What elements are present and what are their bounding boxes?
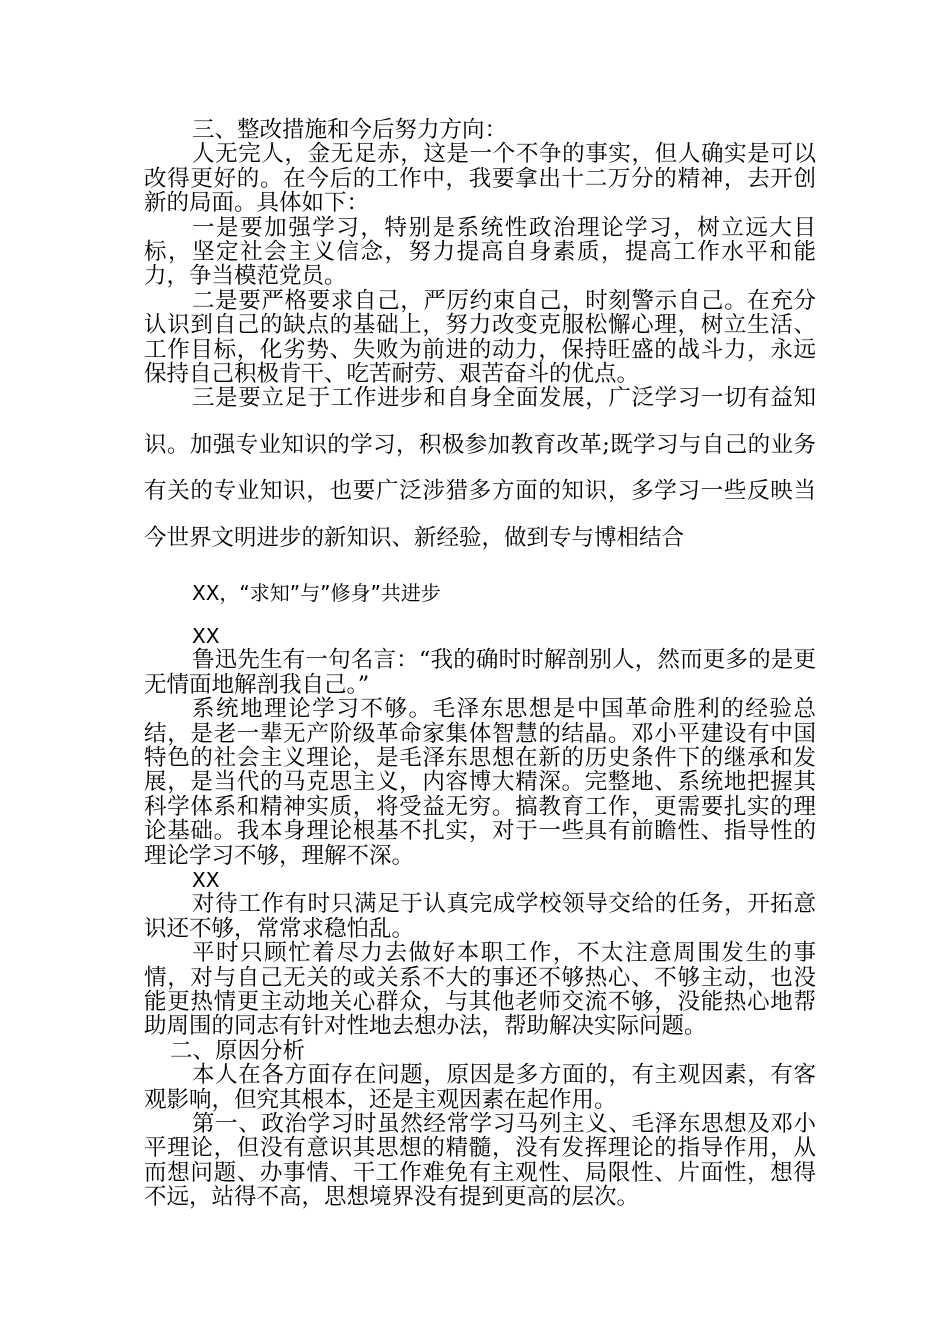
paragraph-theory: 系统地理论学习不够。毛泽东思想是中国革命胜利的经验总结，是老一辈无产阶级革命家集体智慧的结晶。邓小平建设有中国特色的社会主义理论，是毛泽东思想在新的历史条件下的继承和发展，是当代的马克思主义，内容博大精深。完整地、系统地把握其科学体系和精神实质，将受益无穷。搞教育工作，更需要扎实的理论基础。我本身理论根基不扎实，对于一些具有前瞻性、指导性的理论学习不够，理解不深。 bbox=[144, 696, 816, 869]
section-heading-causes: 二、原因分析 bbox=[170, 1037, 306, 1064]
paragraph-measure-3: 三是要立足于工作进步和自身全面发展，广泛学习一切有益知识。加强专业知识的学习，积极参加教育改革;既学习与自己的业务有关的专业知识，也要广泛涉猎多方面的知识，多学习一些反映当今世界文明进步的新知识、新经验，做到专与博相结合 bbox=[144, 385, 816, 551]
paragraph-quote: 鲁迅先生有一句名言：“我的确时时解剖别人，然而更多的是更无情面地解剖我自己。” bbox=[144, 647, 816, 698]
section-heading-measures: 三、整改措施和今后努力方向： bbox=[192, 117, 508, 143]
paragraph-daily: 平时只顾忙着尽力去做好本职工作，不太注意周围发生的事情，对与自己无关的或关系不大的事还不够热心、不够主动，也没能更热情更主动地关心群众，与其他老师交流不够，没能热心地帮助周围的同志有针对性地去想办法，帮助解决实际问题。 bbox=[144, 940, 816, 1040]
author-name: XX bbox=[192, 623, 220, 648]
paragraph-measure-1: 一是要加强学习，特别是系统性政治理论学习，树立远大目标，坚定社会主义信念，努力提高自身素质，提高工作水平和能力，争当模范党员。 bbox=[144, 214, 816, 290]
author-name-2: XX bbox=[192, 867, 220, 892]
document-body bbox=[144, 118, 816, 1210]
paragraph-causes: 本人在各方面存在问题，原因是多方面的，有主观因素，有客观影响，但究其根本，还是主观因素在起作用。 bbox=[144, 1062, 816, 1113]
article-title: XX，“求知”与”修身”共进步 bbox=[192, 581, 441, 606]
paragraph-intro: 人无完人，金无足赤，这是一个不争的事实，但人确实是可以改得更好的。在今后的工作中，我要拿出十二万分的精神，去开创新的局面。具体如下： bbox=[144, 141, 816, 217]
paragraph-work: 对待工作有时只满足于认真完成学校领导交给的任务，开拓意识还不够，常常求稳怕乱。 bbox=[144, 891, 816, 942]
paragraph-first-cause: 第一、政治学习时虽然经常学习马列主义、毛泽东思想及邓小平理论，但没有意识其思想的精髓，没有发挥理论的指导作用，从而想问题、办事情、干工作难免有主观性、局限性、片面性，想得不远，站得不高，思想境界没有提到更高的层次。 bbox=[144, 1111, 816, 1211]
paragraph-measure-2: 二是要严格要求自己，严厉约束自己，时刻警示自己。在充分认识到自己的缺点的基础上，努力改变克服松懈心理，树立生活、工作目标，化劣势、失败为前进的动力，保持旺盛的战斗力，永远保持自己积极肯干、吃苦耐劳、艰苦奋斗的优点。 bbox=[144, 287, 816, 388]
